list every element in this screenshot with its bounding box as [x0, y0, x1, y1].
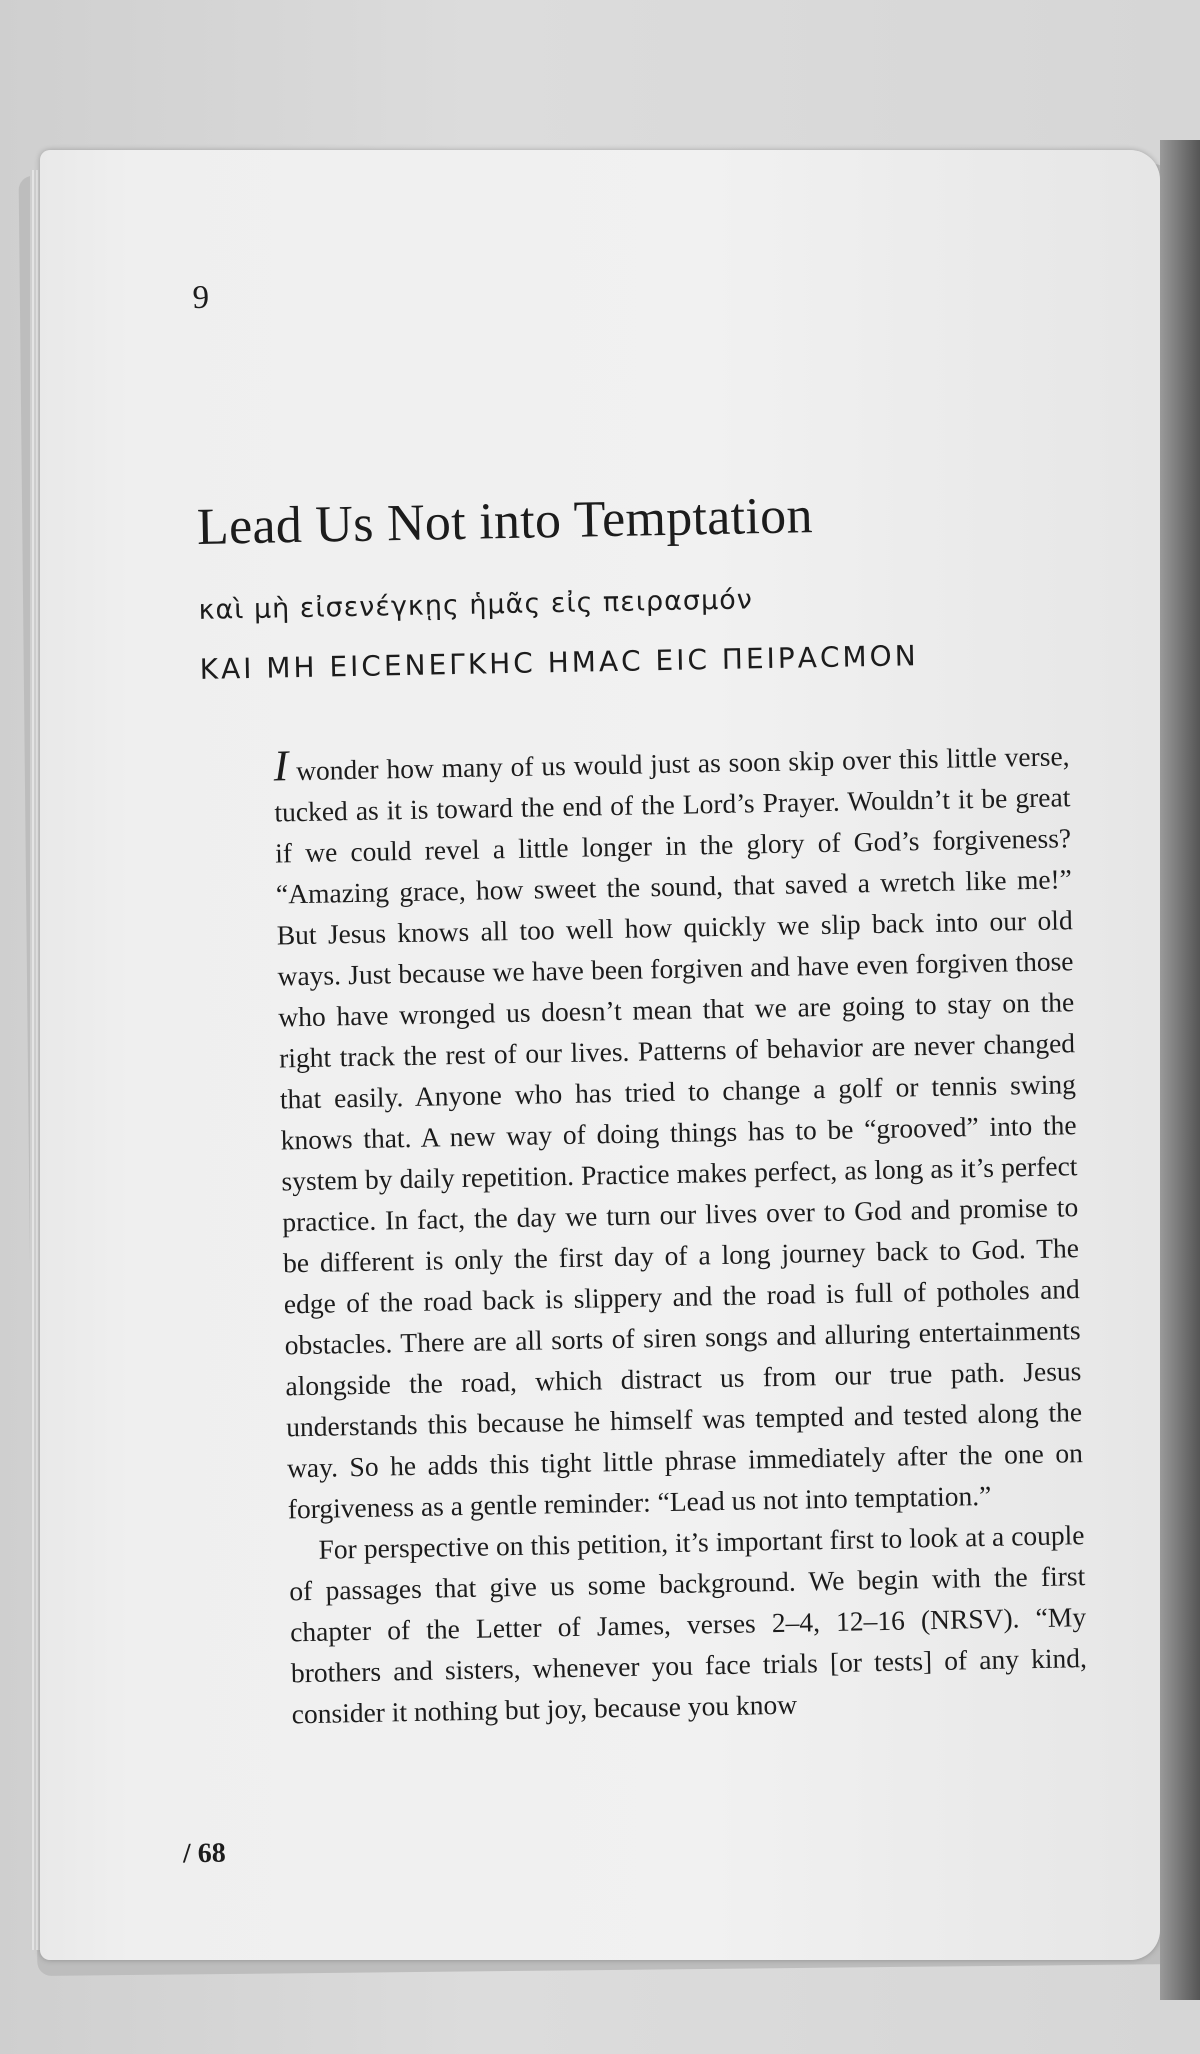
paragraph-1-text: wonder how many of us would just as soon skip over this little verse, tucked as it is toward the end of the Lord’s Prayer. Wouldn’t it be great if we could revel a little longer in the glory of God’s forgiveness? “Amazing grace, how sweet the sound, that saved a wretch like me!” But Jesus knows all too well how quickly we slip back into our old ways. Just because we have been forgiven and have even forgiven those who have wronged us doesn’t mean that we are going to stay on the right track the rest of our lives. Patterns of behavior are never changed that easily. Anyone who has tried to change a golf or tennis swing knows that. A new way of doing things has to be “grooved” into the system by daily repetition. Practice makes perfect, as long as it’s perfect practice. In fact, the day we turn our lives over to God and promise to be different is only the first day of a long journey back to God. The edge of the road back is slippery and the road is full of potholes and obstacles. There are all sorts of siren songs and alluring entertainments alongside the road, which distract us from our true path. Jesus understands this because he himself was tempted and tested along the way. So he adds this tight little phrase immediately after the one on forgiveness as a gentle reminder: “Lead us not into temptation.” [274, 740, 1084, 1525]
chapter-number: 9 [192, 279, 210, 316]
greek-lowercase-line: καὶ μὴ εἰσενέγκῃς ἡμᾶς εἰς πειρασμόν [198, 584, 754, 626]
chapter-title: Lead Us Not into Temptation [196, 487, 814, 556]
body-text [273, 735, 1088, 1734]
right-page-shadow [1160, 140, 1200, 2000]
paragraph-2: For perspective on this petition, it’s important first to look at a couple of passages that give us some background. We begin with the first chapter of the Letter of James, verses 2–4, 12–16 (NRSV). “My brothers and sisters, whenever you face trials [or tests] of any kind, consider it nothing but joy, because you know [289, 1519, 1088, 1730]
page-number: / 68 [182, 1837, 227, 1870]
paragraph-1 [273, 735, 1084, 1529]
greek-uppercase-line: ΚΑΙ ΜΗ ΕΙϹΕΝΕΓΚΗϹ ΗΜΑϹ ΕΙϹ ΠΕΙΡΑϹΜΟΝ [199, 639, 919, 686]
drop-cap: I [273, 741, 289, 791]
